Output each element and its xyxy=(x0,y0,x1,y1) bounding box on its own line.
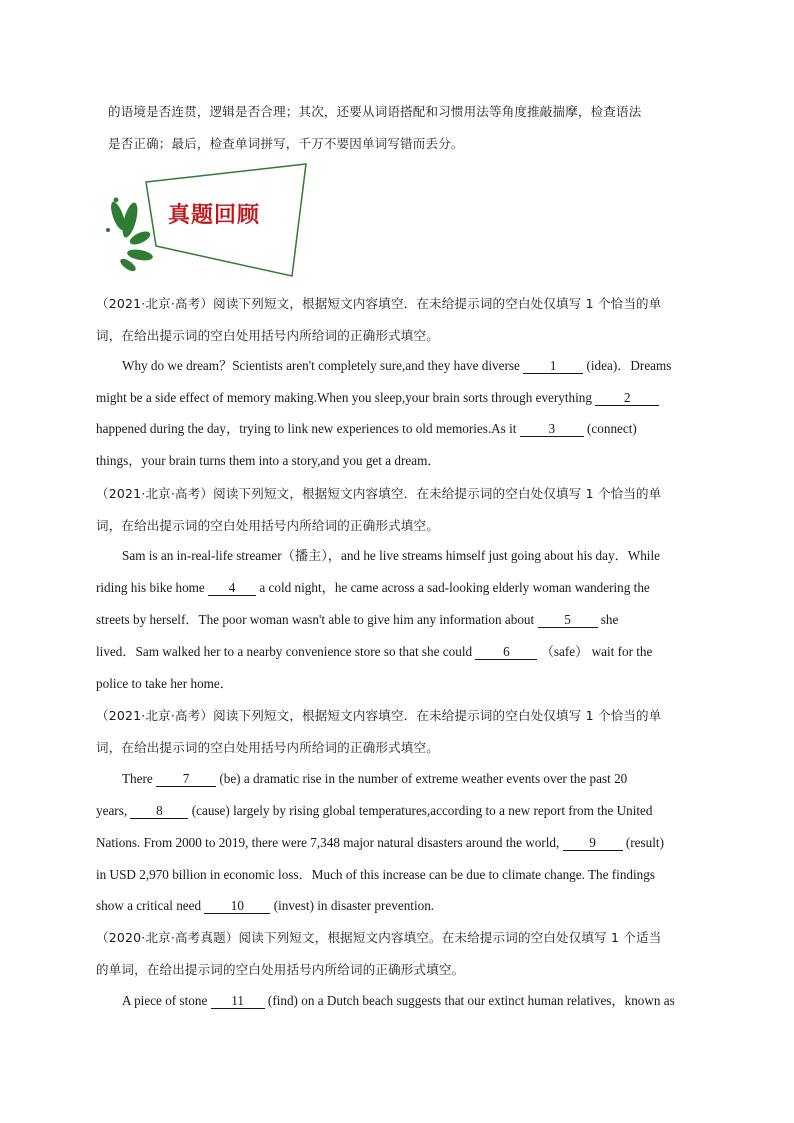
text: (idea)．Dreams xyxy=(586,358,672,373)
blank-4[interactable]: 4 xyxy=(208,580,256,596)
passage2-line-5: police to take her home． xyxy=(96,676,233,691)
intro-line-2: 是否正确；最后，检查单词拼写，千万不要因单词写错而丢分。 xyxy=(108,136,464,151)
blank-11[interactable]: 11 xyxy=(211,993,265,1009)
text: (find) on a Dutch beach suggests that our extinct human relatives，known as xyxy=(267,993,675,1008)
passage1-line-3 xyxy=(96,421,637,437)
text: There xyxy=(122,771,153,786)
text: (invest) in disaster prevention. xyxy=(273,898,435,913)
passage2-line-2 xyxy=(96,580,650,596)
text: she xyxy=(600,612,619,627)
text: riding his bike home xyxy=(96,580,205,595)
passage2-line-4 xyxy=(96,644,652,660)
passage3-line-4: in USD 2,970 billion in economic loss．Much of this increase can be due to climate change. The findings xyxy=(96,867,656,882)
passage1-instruction-1: （2021·北京·高考）阅读下列短文，根据短文内容填空．在未给提示词的空白处仅填写 1 个恰当的单 xyxy=(96,296,662,311)
text: Nations. From 2000 to 2019, there were 7,348 major natural disasters around the world, xyxy=(96,835,560,850)
text: might be a side effect of memory making.When you sleep,your brain sorts through everything xyxy=(96,390,592,405)
blank-6[interactable]: 6 xyxy=(475,644,537,660)
section-title: 真题回顾 xyxy=(168,202,261,228)
blank-2[interactable]: 2 xyxy=(595,390,659,406)
blank-1[interactable]: 1 xyxy=(523,358,583,374)
passage3-line-3 xyxy=(96,835,664,851)
passage3-instruction-1: （2021·北京·高考）阅读下列短文，根据短文内容填空．在未给提示词的空白处仅填写 1 个恰当的单 xyxy=(96,708,662,723)
passage3-line-2 xyxy=(96,803,653,819)
text: A piece of stone xyxy=(122,993,208,1008)
text: show a critical need xyxy=(96,898,202,913)
passage4-line-1 xyxy=(122,993,675,1009)
blank-5[interactable]: 5 xyxy=(538,612,598,628)
passage1-line-1 xyxy=(122,358,671,374)
passage3-instruction-2: 词，在给出提示词的空白处用括号内所给词的正确形式填空。 xyxy=(96,740,439,755)
passage3-line-1 xyxy=(122,771,627,787)
passage2-instruction-2: 词，在给出提示词的空白处用括号内所给词的正确形式填空。 xyxy=(96,518,439,533)
blank-9[interactable]: 9 xyxy=(563,835,623,851)
passage4-instruction-1: （2020·北京·高考真题）阅读下列短文，根据短文内容填空。在未给提示词的空白处仅填写 1 个适当 xyxy=(96,930,662,945)
blank-3[interactable]: 3 xyxy=(520,421,584,437)
text: (result) xyxy=(625,835,664,850)
passage2-instruction-1: （2021·北京·高考）阅读下列短文，根据短文内容填空．在未给提示词的空白处仅填写 1 个恰当的单 xyxy=(96,486,662,501)
passage1-instruction-2: 词，在给出提示词的空白处用括号内所给词的正确形式填空。 xyxy=(96,328,439,343)
passage2-line-3 xyxy=(96,612,618,628)
text: a cold night，he came across a sad-looking elderly woman wandering the xyxy=(259,580,650,595)
passage2-line-1: Sam is an in-real-life streamer（播主），and he live streams himself just going about his day．While xyxy=(122,548,660,563)
blank-10[interactable]: 10 xyxy=(204,898,270,914)
text: (be) a dramatic rise in the number of extreme weather events over the past 20 xyxy=(219,771,628,786)
text: (cause) largely by rising global temperatures,according to a new report from the United xyxy=(191,803,653,818)
text: streets by herself．The poor woman wasn't able to give him any information about xyxy=(96,612,535,627)
passage4-instruction-2: 的单词，在给出提示词的空白处用括号内所给词的正确形式填空。 xyxy=(96,962,465,977)
blank-8[interactable]: 8 xyxy=(130,803,188,819)
passage1-line-2 xyxy=(96,390,659,406)
text: lived．Sam walked her to a nearby convenience store so that she could xyxy=(96,644,473,659)
passage1-line-4: things，your brain turns them into a story,and you get a dream． xyxy=(96,453,441,468)
text: (connect) xyxy=(587,421,637,436)
text: happened during the day，trying to link new experiences to old memories.As it xyxy=(96,421,517,436)
passage3-line-5 xyxy=(96,898,434,914)
text: years, xyxy=(96,803,128,818)
text: （safe） wait for the xyxy=(540,644,653,659)
intro-line-1: 的语境是否连贯，逻辑是否合理；其次，还要从词语搭配和习惯用法等角度推敲揣摩，检查语法 xyxy=(108,104,642,119)
blank-7[interactable]: 7 xyxy=(156,771,216,787)
text: Why do we dream？Scientists aren't completely sure,and they have diverse xyxy=(122,358,520,373)
